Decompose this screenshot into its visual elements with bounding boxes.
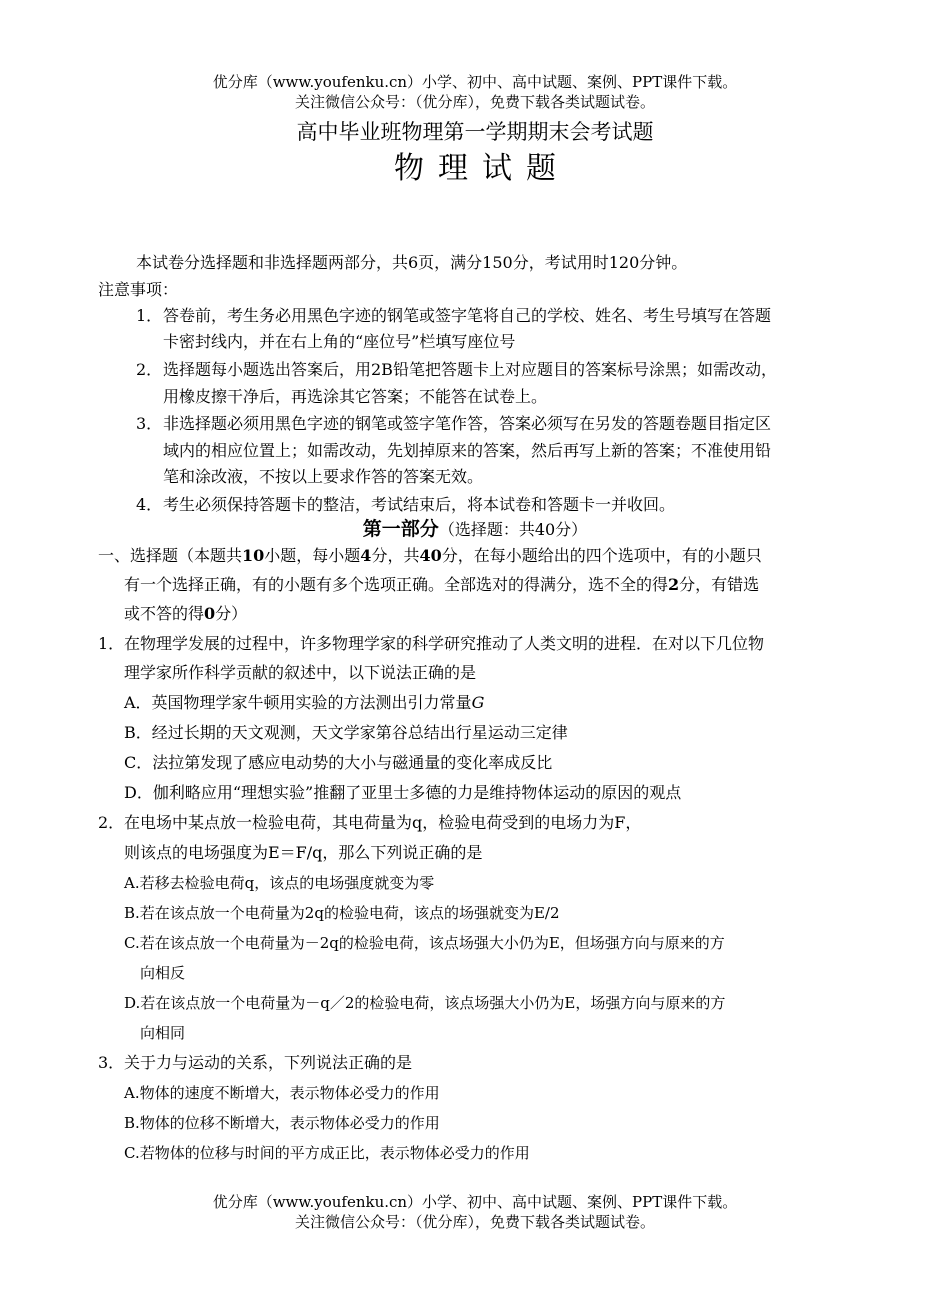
question-2-option-a: A.若移去检验电荷q，该点的电场强度就变为零 bbox=[124, 874, 435, 892]
footer-line-2: 关注微信公众号：（优分库），免费下载各类试题试卷。 bbox=[294, 1213, 655, 1231]
question-3-option-c: C.若物体的位移与时间的平方成正比，表示物体必受力的作用 bbox=[124, 1144, 530, 1162]
part1-line-3 bbox=[124, 603, 247, 625]
question-1-option-d: D．伽利略应用“理想实验”推翻了亚里士多德的力是维持物体运动的原因的观点 bbox=[124, 783, 682, 802]
question-2-option-b: B.若在该点放一个电荷量为2q的检验电荷，该点的场强就变为E/2 bbox=[124, 904, 560, 922]
header-line-2: 关注微信公众号：（优分库），免费下载各类试题试卷。 bbox=[294, 93, 655, 111]
subject-title: 物理试题 bbox=[394, 151, 570, 186]
section-heading bbox=[0, 518, 950, 541]
part1-zero-points: 0 bbox=[204, 604, 216, 623]
part1-line-3b: 分） bbox=[215, 604, 248, 623]
header-line-1: 优分库（www.youfenku.cn）小学、初中、高中试题、案例、PPT课件下载。 bbox=[212, 73, 738, 91]
part1-line-2b: 分，有错选 bbox=[679, 575, 760, 594]
part1-line-2 bbox=[124, 574, 759, 596]
section-subtitle: （选择题：共40分） bbox=[438, 520, 588, 539]
exam-title: 高中毕业班物理第一学期期末会考试题 bbox=[296, 120, 654, 144]
note-1-number: 1． bbox=[136, 306, 163, 325]
question-2-line-2: 则该点的电场强度为E＝F/q，那么下列说正确的是 bbox=[124, 843, 483, 862]
question-1-line-1: 在物理学发展的过程中，许多物理学家的科学研究推动了人类文明的进程．在对以下几位物 bbox=[124, 634, 765, 653]
question-1-option-a-symbol: G bbox=[471, 693, 485, 712]
question-1-line-2: 理学家所作科学贡献的叙述中，以下说法正确的是 bbox=[124, 663, 477, 682]
note-2-line-2: 用橡皮擦干净后，再选涂其它答案；不能答在试卷上。 bbox=[163, 387, 548, 406]
note-3-line-3: 笔和涂改液，不按以上要求作答的答案无效。 bbox=[163, 467, 484, 486]
question-1-option-a-text: A．英国物理学家牛顿用实验的方法测出引力常量 bbox=[124, 693, 472, 712]
part1-question-count: 10 bbox=[242, 546, 265, 565]
question-2-option-c-line-2: 向相反 bbox=[140, 964, 186, 982]
part1-points-each: 4 bbox=[360, 546, 372, 565]
question-2-line-1: 在电场中某点放一检验电荷，其电荷量为q，检验电荷受到的电场力为F， bbox=[124, 813, 642, 832]
question-1-number: 1． bbox=[98, 634, 125, 653]
note-3-line-1: 非选择题必须用黑色字迹的钢笔或签字笔作答，答案必须写在另发的答题卷题目指定区 bbox=[163, 414, 772, 433]
question-2-number: 2． bbox=[98, 813, 125, 832]
part1-prefix: 一、选择题（本题共 bbox=[98, 546, 243, 565]
question-2-option-d-line-1: D.若在该点放一个电荷量为－q／2的检验电荷，该点场强大小仍为E，场强方向与原来的方 bbox=[124, 994, 726, 1012]
question-1-option-a bbox=[124, 692, 484, 714]
question-1-option-c: C．法拉第发现了感应电动势的大小与磁通量的变化率成反比 bbox=[124, 753, 553, 772]
part1-mid-2: 分，共 bbox=[371, 546, 420, 565]
question-3-line-1: 关于力与运动的关系，下列说法正确的是 bbox=[124, 1053, 413, 1072]
note-3-line-2: 域内的相应位置上；如需改动，先划掉原来的答案，然后再写上新的答案；不准使用铅 bbox=[163, 441, 772, 460]
notes-heading: 注意事项： bbox=[98, 280, 179, 299]
question-2-option-d-line-2: 向相同 bbox=[140, 1024, 186, 1042]
part1-line-3a: 或不答的得 bbox=[124, 604, 205, 623]
intro-text: 本试卷分选择题和非选择题两部分，共6页，满分150分，考试用时120分钟。 bbox=[136, 253, 688, 272]
note-1-line-2: 卡密封线内，并在右上角的“座位号”栏填写座位号 bbox=[163, 332, 516, 351]
part1-total-points: 40 bbox=[419, 546, 442, 565]
part1-partial-points: 2 bbox=[668, 575, 680, 594]
question-3-option-b: B.物体的位移不断增大，表示物体必受力的作用 bbox=[124, 1114, 440, 1132]
note-1-line-1: 答卷前，考生务必用黑色字迹的钢笔或签字笔将自己的学校、姓名、考生号填写在答题 bbox=[163, 306, 772, 325]
question-1-option-b: B．经过长期的天文观测，天文学家第谷总结出行星运动三定律 bbox=[124, 723, 568, 742]
note-2-number: 2． bbox=[136, 360, 163, 379]
part1-line-1 bbox=[98, 545, 762, 567]
part1-line-2a: 有一个选择正确，有的小题有多个选项正确。全部选对的得满分，选不全的得 bbox=[124, 575, 669, 594]
part1-mid-3: 分，在每小题给出的四个选项中，有的小题只 bbox=[441, 546, 762, 565]
question-3-option-a: A.物体的速度不断增大，表示物体必受力的作用 bbox=[124, 1084, 440, 1102]
note-3-number: 3． bbox=[136, 414, 163, 433]
footer-line-1: 优分库（www.youfenku.cn）小学、初中、高中试题、案例、PPT课件下载。 bbox=[212, 1193, 738, 1211]
note-2-line-1: 选择题每小题选出答案后，用2B铅笔把答题卡上对应题目的答案标号涂黑；如需改动， bbox=[163, 360, 777, 379]
note-4-line-1: 考生必须保持答题卡的整洁，考试结束后，将本试卷和答题卡一并收回。 bbox=[163, 495, 676, 514]
note-4-number: 4． bbox=[136, 495, 163, 514]
part1-mid-1: 小题，每小题 bbox=[264, 546, 361, 565]
section-title: 第一部分 bbox=[362, 518, 439, 540]
question-3-number: 3． bbox=[98, 1053, 125, 1072]
question-2-option-c-line-1: C.若在该点放一个电荷量为－2q的检验电荷，该点场强大小仍为E，但场强方向与原来的方 bbox=[124, 934, 725, 952]
